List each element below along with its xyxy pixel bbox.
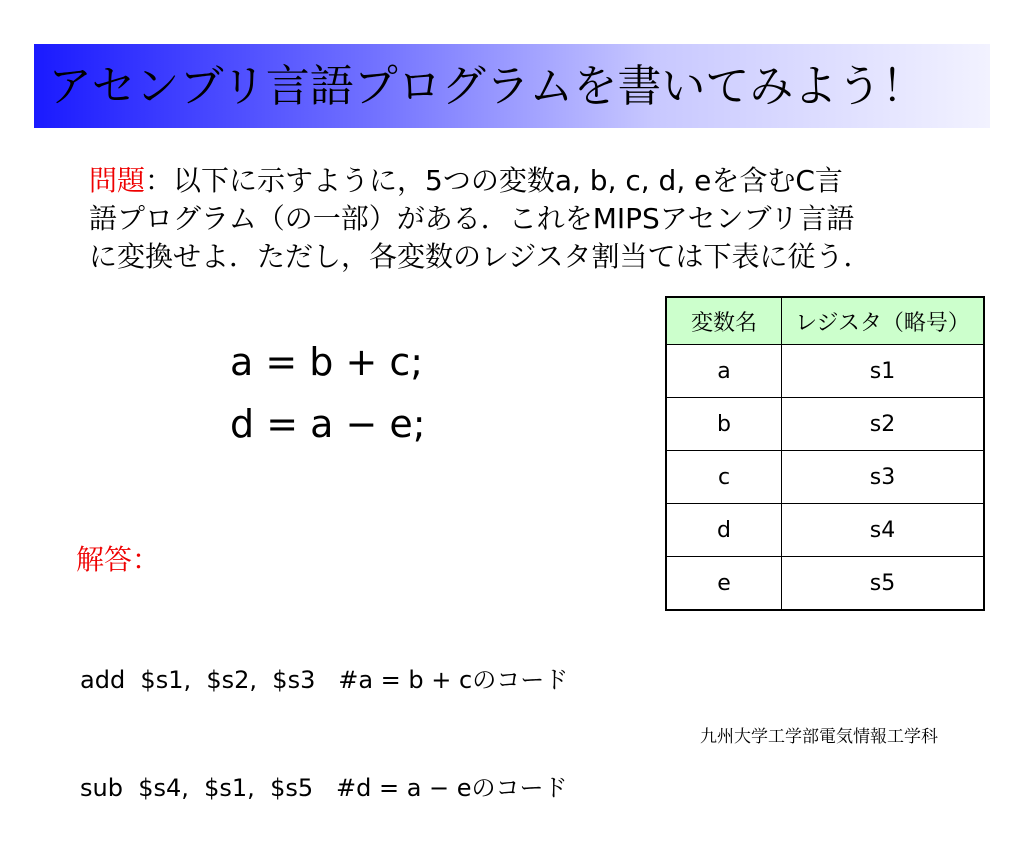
- slide-title: アセンブリ言語プログラムを書いてみよう！: [48, 61, 926, 112]
- table-cell-variable: e: [666, 557, 782, 611]
- table-row: [666, 398, 984, 451]
- table-cell-variable: a: [666, 345, 782, 398]
- equation-1: a = b + c;: [230, 340, 424, 384]
- table-cell-variable: d: [666, 504, 782, 557]
- code-line-add: add $s1, $s2, $s3 #a = b + cのコード: [80, 666, 569, 694]
- answer-code: [80, 590, 568, 842]
- problem-line-1: [89, 162, 969, 200]
- table-cell-register: s3: [782, 451, 985, 504]
- answer-label: 解答：: [76, 543, 161, 576]
- problem-line-3: に変換せよ．ただし，各変数のレジスタ割当ては下表に従う．: [89, 240, 872, 273]
- problem-text-1: ：以下に示すように，5つの変数a, b, c, d, eを含むC言: [145, 164, 843, 197]
- table-header-variable: 変数名: [666, 297, 782, 345]
- table-row: [666, 451, 984, 504]
- table-row: [666, 504, 984, 557]
- code-line-sub: sub $s4, $s1, $s5 #d = a − eのコード: [80, 774, 568, 802]
- footer-affiliation: 九州大学工学部電気情報工学科: [700, 727, 938, 747]
- table-header-register: レジスタ（略号）: [782, 297, 985, 345]
- problem-label: 問題: [89, 164, 146, 197]
- register-table: [665, 296, 985, 611]
- table-header-row: [666, 297, 984, 345]
- table-cell-register: s2: [782, 398, 985, 451]
- problem-line-2: 語プログラム（の一部）がある．これをMIPSアセンブリ言語: [89, 202, 855, 235]
- table-cell-variable: b: [666, 398, 782, 451]
- table-row: [666, 345, 984, 398]
- table-cell-register: s4: [782, 504, 985, 557]
- table-cell-register: s1: [782, 345, 985, 398]
- problem-statement: [89, 162, 969, 276]
- table-cell-variable: c: [666, 451, 782, 504]
- table-row: [666, 557, 984, 611]
- equation-2: d = a − e;: [230, 402, 426, 446]
- table-cell-register: s5: [782, 557, 985, 611]
